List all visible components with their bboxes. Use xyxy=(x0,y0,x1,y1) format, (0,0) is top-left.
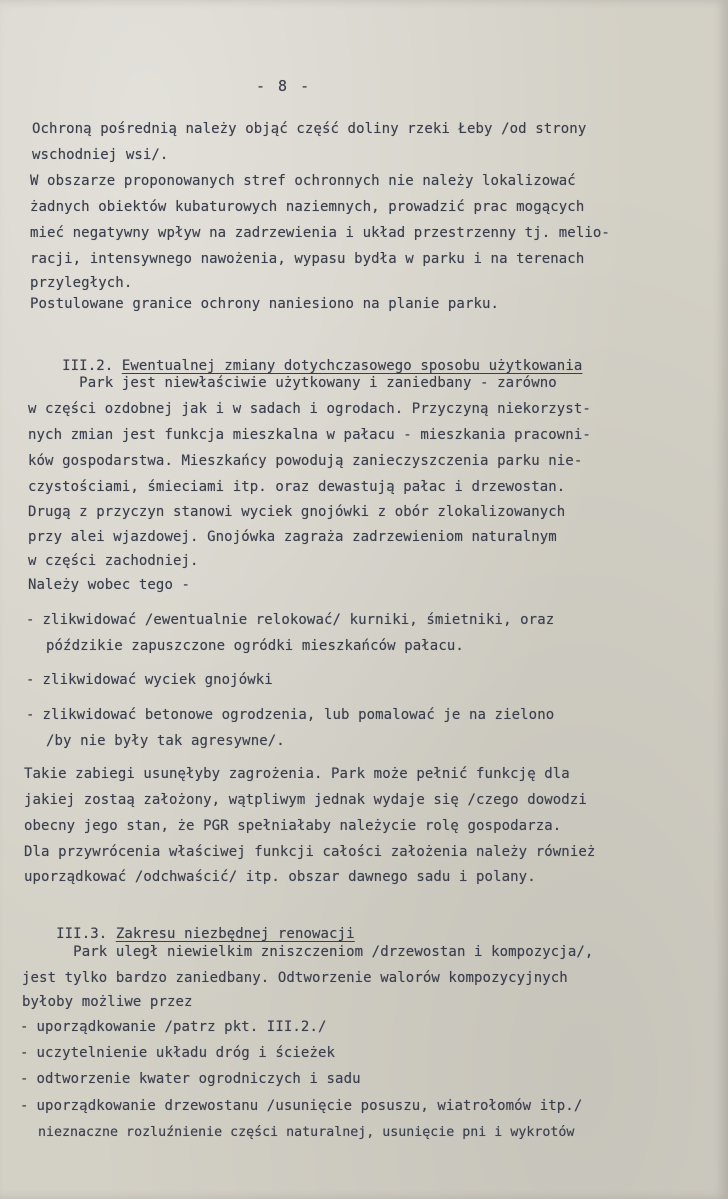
section-3-2-body-line-6: Drugą z przyczyn stanowi wyciek gnojówki z obór zlokalizowanych xyxy=(28,504,566,520)
page-number: - 8 - xyxy=(256,77,312,95)
section-3-3-bullet-2: - uczytelnienie układu dróg i ścieżek xyxy=(20,1045,336,1061)
section-3-2-body-line-4: ków gospodarstwa. Mieszkańcy powodują zanieczyszczenia parku nie- xyxy=(28,453,583,469)
bullet-dash: - xyxy=(20,1098,29,1114)
section-3-3-bullet-1: - uporządkowanie /patrz pkt. III.2./ xyxy=(20,1019,327,1035)
paragraph-2-line-5: przyległych. xyxy=(30,275,133,291)
section-3-3-body-line-1: Park uległ niewielkim zniszczeniom /drzewostan i kompozycja/, xyxy=(22,944,594,960)
section-3-2-body-line-1: Park jest niewłaściwie użytkowany i zaniedbany - zarówno xyxy=(28,375,557,391)
section-3-3-bullet-3: - odtworzenie kwater ogrodniczych i sadu xyxy=(20,1071,361,1087)
section-3-2-bullet-2: - zlikwidować wyciek gnojówki xyxy=(26,672,273,688)
section-3-3-bullet-4-line-2: nieznaczne rozluźnienie części naturalnej, usunięcie pni i wykrotów xyxy=(38,1125,575,1140)
section-3-2-bullet-3-line-1: - zlikwidować betonowe ogrodzenia, lub pomalować je na zielono xyxy=(26,707,555,723)
bullet-dash: - xyxy=(26,707,35,723)
section-3-2-body-line-7: przy alei wjazdowej. Gnojówka zagraża zadrzewieniom naturalnym xyxy=(28,529,557,545)
section-3-3-body-line-2: jest tylko bardzo zaniedbany. Odtworzenie walorów kompozycyjnych xyxy=(22,970,568,986)
section-3-2-closing-line-5: uporządkować /odchwaścić/ itp. obszar dawnego sadu i polany. xyxy=(24,869,536,885)
section-3-2-lead: Należy wobec tego - xyxy=(28,577,191,593)
paragraph-2-line-1: W obszarze proponowanych stref ochronnych nie należy lokalizować xyxy=(30,173,576,189)
bullet-dash: - xyxy=(20,1019,29,1035)
section-3-2-closing-line-3: obecny jego stan, że PGR spełniałaby należycie rolę gospodarza. xyxy=(24,818,562,834)
section-3-3-number: III.3. xyxy=(56,926,108,942)
section-3-3-title: Zakresu niezbędnej renowacji xyxy=(115,926,355,942)
section-3-2-title: Ewentualnej zmiany dotychczasowego sposobu użytkowania xyxy=(121,358,583,374)
section-3-3-body-line-3: byłoby możliwe przez xyxy=(22,994,193,1010)
section-3-2-closing-line-1: Takie zabiegi usunęłyby zagrożenia. Park może pełnić funkcję dla xyxy=(24,766,570,782)
section-3-2-body-line-5: czystościami, śmieciami itp. oraz dewastują pałac i drzewostan. xyxy=(28,479,566,495)
bullet-dash: - xyxy=(26,612,35,628)
section-3-2-body-line-2: w części ozdobnej jak i w sadach i ogrodach. Przyczyną niekorzyst- xyxy=(28,401,591,417)
section-3-2-bullet-3-line-2: /by nie były tak agresywne/. xyxy=(46,733,285,749)
paragraph-2-line-2: żadnych obiektów kubaturowych naziemnych, prowadzić prac mogących xyxy=(30,199,585,215)
section-3-2-body-line-8: w części zachodniej. xyxy=(28,553,199,569)
bullet-dash: - xyxy=(20,1071,29,1087)
section-3-3-bullet-4-line-1: - uporządkowanie drzewostanu /usunięcie posuszu, wiatrołomów itp./ xyxy=(20,1098,583,1114)
section-3-2-body-line-3: nych zmian jest funkcja mieszkalna w pałacu - mieszkania pracowni- xyxy=(28,427,591,443)
paragraph-1-line-2: wschodniej wsi/. xyxy=(32,147,169,163)
paragraph-1-line-1: Ochroną pośrednią należy objąć część doliny rzeki Łeby /od strony xyxy=(32,121,587,137)
section-3-2-bullet-1-line-2: póździkie zapuszczone ogródki mieszkańców pałacu. xyxy=(46,638,464,654)
paragraph-2-line-4: racji, intensywnego nawożenia, wypasu bydła w parku i na terenach xyxy=(30,251,585,267)
paragraph-3: Postulowane granice ochrony naniesiono na planie parku. xyxy=(30,296,500,312)
paragraph-2-line-3: mieć negatywny wpływ na zadrzewienia i układ przestrzenny tj. melio- xyxy=(30,225,610,241)
section-3-2-closing-line-2: jakiej zostaą założony, wątpliwym jednak wydaje się /czego dowodzi xyxy=(24,792,587,808)
section-3-2-number: III.2. xyxy=(62,358,114,374)
bullet-dash: - xyxy=(20,1045,29,1061)
section-3-2-closing-line-4: Dla przywrócenia właściwej funkcji całości założenia należy również xyxy=(24,844,596,860)
section-3-2-bullet-1-line-1: - zlikwidować /ewentualnie relokować/ kurniki, śmietniki, oraz xyxy=(26,612,555,628)
bullet-dash: - xyxy=(26,672,35,688)
